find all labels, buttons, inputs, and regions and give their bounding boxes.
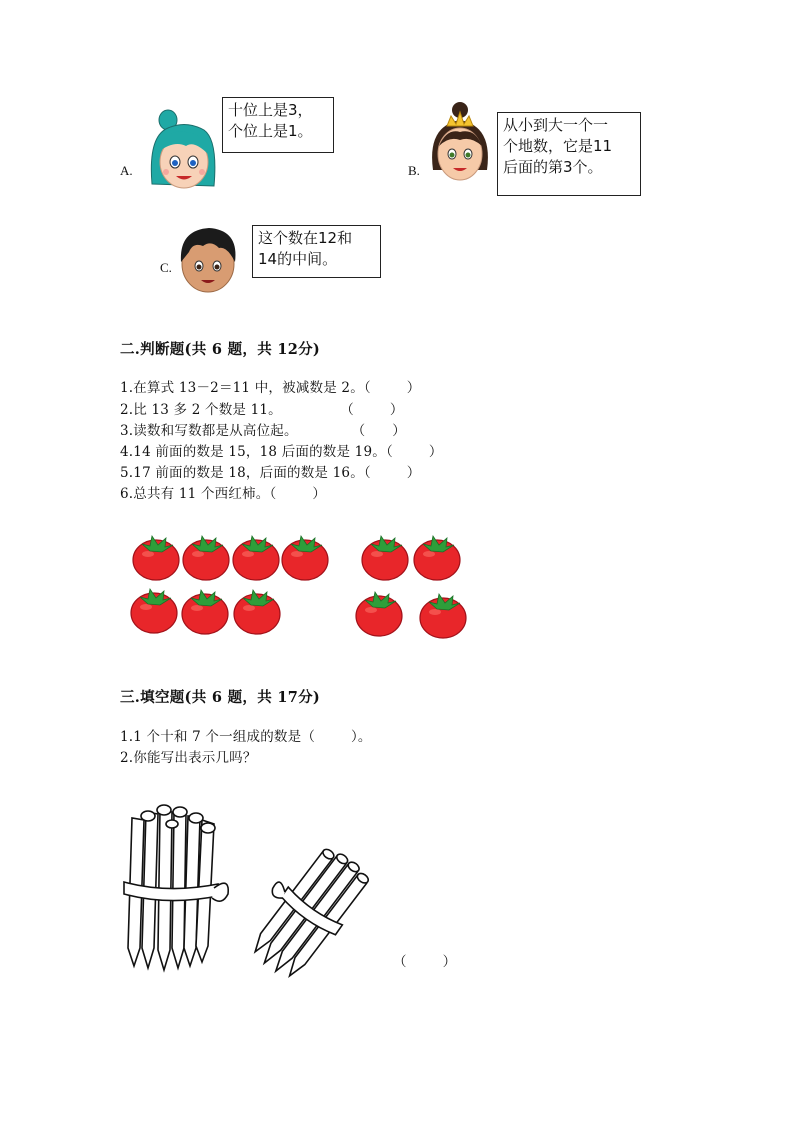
option-b-speech: 从小到大一个一 个地数，它是11 后面的第3个。 — [497, 112, 641, 196]
tomato-icon — [183, 536, 229, 580]
tomato-icon — [420, 594, 466, 638]
option-c-letter: C. — [160, 260, 172, 275]
tomato-icon — [234, 590, 280, 634]
tomato-icon — [282, 536, 328, 580]
answer-blank[interactable]: （ ） — [393, 954, 457, 970]
tomato-icon — [356, 592, 402, 636]
s2-question-3: 3.读数和写数都是从高位起。 （ ） — [120, 423, 406, 439]
s2-question-1: 1.在算式 13－2＝11 中，被减数是 2。（ ） — [120, 380, 421, 396]
s2-question-2: 2.比 13 多 2 个数是 11。 （ ） — [120, 402, 404, 418]
princess-crown-icon — [425, 100, 495, 190]
s3-question-1: 1.1 个十和 7 个一组成的数是（ ）。 — [120, 729, 372, 745]
s2-question-5: 5.17 前面的数是 18，后面的数是 16。（ ） — [120, 465, 421, 481]
girl-teal-hair-icon — [146, 106, 226, 196]
section3-heading: 三.填空题(共 6 题，共 17分) — [120, 689, 321, 706]
s2-question-4: 4.14 前面的数是 15，18 后面的数是 19。（ ） — [120, 444, 443, 460]
tomato-icon — [182, 590, 228, 634]
section2-heading: 二.判断题(共 6 题，共 12分) — [120, 341, 321, 358]
tomato-group — [125, 530, 485, 650]
option-c-speech: 这个数在12和 14的中间。 — [252, 225, 381, 278]
tomato-icon — [133, 536, 179, 580]
option-a-letter: A. — [120, 163, 133, 178]
boy-black-hair-icon — [175, 224, 241, 296]
pencil-bundle-icon — [244, 840, 374, 990]
s3-question-2: 2.你能写出表示几吗？ — [120, 750, 257, 766]
option-b-letter: B. — [408, 163, 420, 178]
pencil-bundle-icon — [118, 798, 238, 978]
s2-question-6: 6.总共有 11 个西红柿。（ ） — [120, 486, 327, 502]
option-a-speech: 十位上是3， 个位上是1。 — [222, 97, 334, 153]
tomato-icon — [233, 536, 279, 580]
tomato-icon — [362, 536, 408, 580]
tomato-icon — [414, 536, 460, 580]
tomato-icon — [131, 589, 177, 633]
